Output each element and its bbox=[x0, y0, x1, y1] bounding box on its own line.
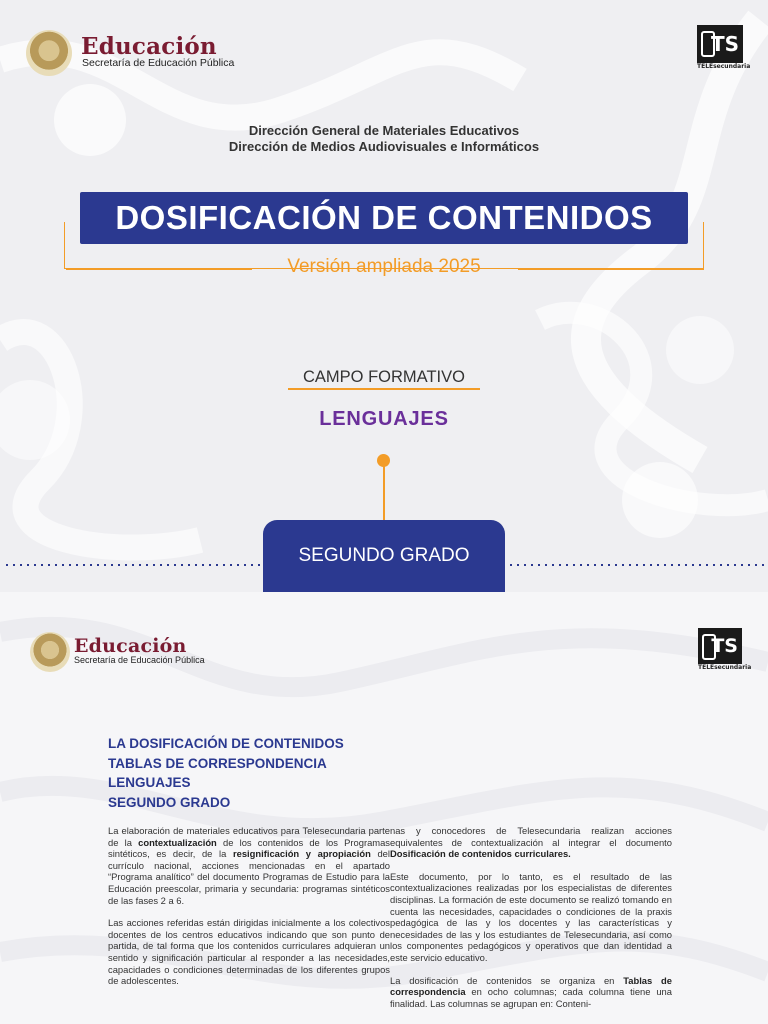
right-paragraph-2: Este documento, por lo tanto, es el resultado de las contextualizaciones realizadas por los especialistas de diferentes disciplinas. La formación de este documento se realizó tomando en cuenta las necesidades, capacidades o condiciones de la praxis pedagógica de las y los docentes y las características y necesidades de las y los estudiantes de Telesecundaria, así como los componentes pedagógicos y operativos que dan identidad a este servicio educativo. bbox=[390, 870, 672, 963]
bold-run: contextualización bbox=[138, 836, 217, 848]
section-heading bbox=[108, 734, 344, 812]
dotted-rule-left bbox=[6, 564, 260, 566]
telesecundaria-logo bbox=[698, 628, 742, 664]
telesecundaria-logo bbox=[697, 25, 743, 63]
text-run: en ocho columnas; cada columna tiene una finalidad. Las columnas se agrupan en: Conteni- bbox=[390, 986, 672, 1009]
campo-underline bbox=[288, 388, 480, 390]
version-label: Versión ampliada 2025 bbox=[287, 256, 481, 277]
heading-line-3: LENGUAJES bbox=[108, 775, 191, 790]
text-run: La dosificación de contenidos se organiza en bbox=[390, 974, 624, 986]
text-run: La elaboración de materiales educativos para Telesecundaria parte de la bbox=[108, 825, 390, 848]
educacion-logo-word: Educación bbox=[81, 33, 217, 60]
document-title: DOSIFICACIÓN DE CONTENIDOS bbox=[80, 192, 688, 244]
ts-logo-caption: TELEsecundaria bbox=[698, 664, 752, 671]
right-paragraph-3 bbox=[390, 975, 672, 1010]
grade-label: SEGUNDO GRADO bbox=[263, 520, 505, 592]
bold-run: Tablas de correspondencia bbox=[390, 974, 672, 998]
body-column-right bbox=[390, 825, 672, 1020]
campo-formativo-value: LENGUAJES bbox=[319, 408, 449, 430]
ts-logo-mark: TS bbox=[710, 32, 739, 56]
heading-line-4: SEGUNDO GRADO bbox=[108, 794, 231, 810]
telesecundaria-mark-icon bbox=[702, 634, 716, 660]
campo-formativo-label: CAMPO FORMATIVO bbox=[303, 368, 465, 386]
directorate-line-1: Dirección General de Materiales Educativos bbox=[248, 123, 520, 138]
directorate-line-2: Dirección de Medios Audiovisuales e Informáticos bbox=[228, 139, 540, 154]
text-run: del currículo nacional, acciones mencionadas en el apartado “Programa analítico” del documento Programas de Estudio para la Educación preescolar, primaria y secundaria: programas sintéticos de las fases 2 a 6. bbox=[108, 848, 390, 906]
right-paragraph-1 bbox=[390, 825, 672, 860]
sep-logo-subtitle: Secretaría de Educación Pública bbox=[82, 57, 235, 69]
heading-line-2: TABLAS DE CORRESPONDENCIA bbox=[108, 755, 327, 771]
text-run: de los contenidos de los Programas sintéticos, es decir, de la bbox=[108, 836, 390, 860]
mexico-coat-of-arms-icon bbox=[30, 632, 70, 672]
text-run: nas y conocedores de Telesecundaria realizan acciones equivalentes de contextualización al integrar el documento bbox=[390, 825, 672, 848]
body-column-left bbox=[108, 825, 390, 998]
bold-run: resignificación y apropiación bbox=[232, 848, 371, 860]
left-paragraph-2: Las acciones referidas están dirigidas inicialmente a los colectivos docentes de los centros educativos indicando que son punto de partida, de tal forma que los contenidos curriculares adquieran un sentido y significación particular al responder a las necesidades, capacidades o condiciones determinadas de los diferentes grupos de adolescentes. bbox=[108, 917, 390, 987]
dotted-rule-right bbox=[510, 564, 764, 566]
ts-logo-mark: TS bbox=[711, 635, 738, 657]
connector-line bbox=[383, 466, 385, 520]
mexico-coat-of-arms-icon bbox=[26, 30, 72, 76]
telesecundaria-mark-icon bbox=[701, 31, 715, 57]
educacion-logo-word: Educación bbox=[74, 635, 187, 657]
left-paragraph-1 bbox=[108, 825, 390, 906]
bold-run: Dosificación de contenidos curriculares. bbox=[390, 848, 571, 860]
sep-logo-subtitle: Secretaría de Educación Pública bbox=[74, 655, 205, 665]
heading-line-1: LA DOSIFICACIÓN DE CONTENIDOS bbox=[108, 736, 344, 751]
ts-logo-caption: TELEsecundaria bbox=[697, 63, 751, 70]
